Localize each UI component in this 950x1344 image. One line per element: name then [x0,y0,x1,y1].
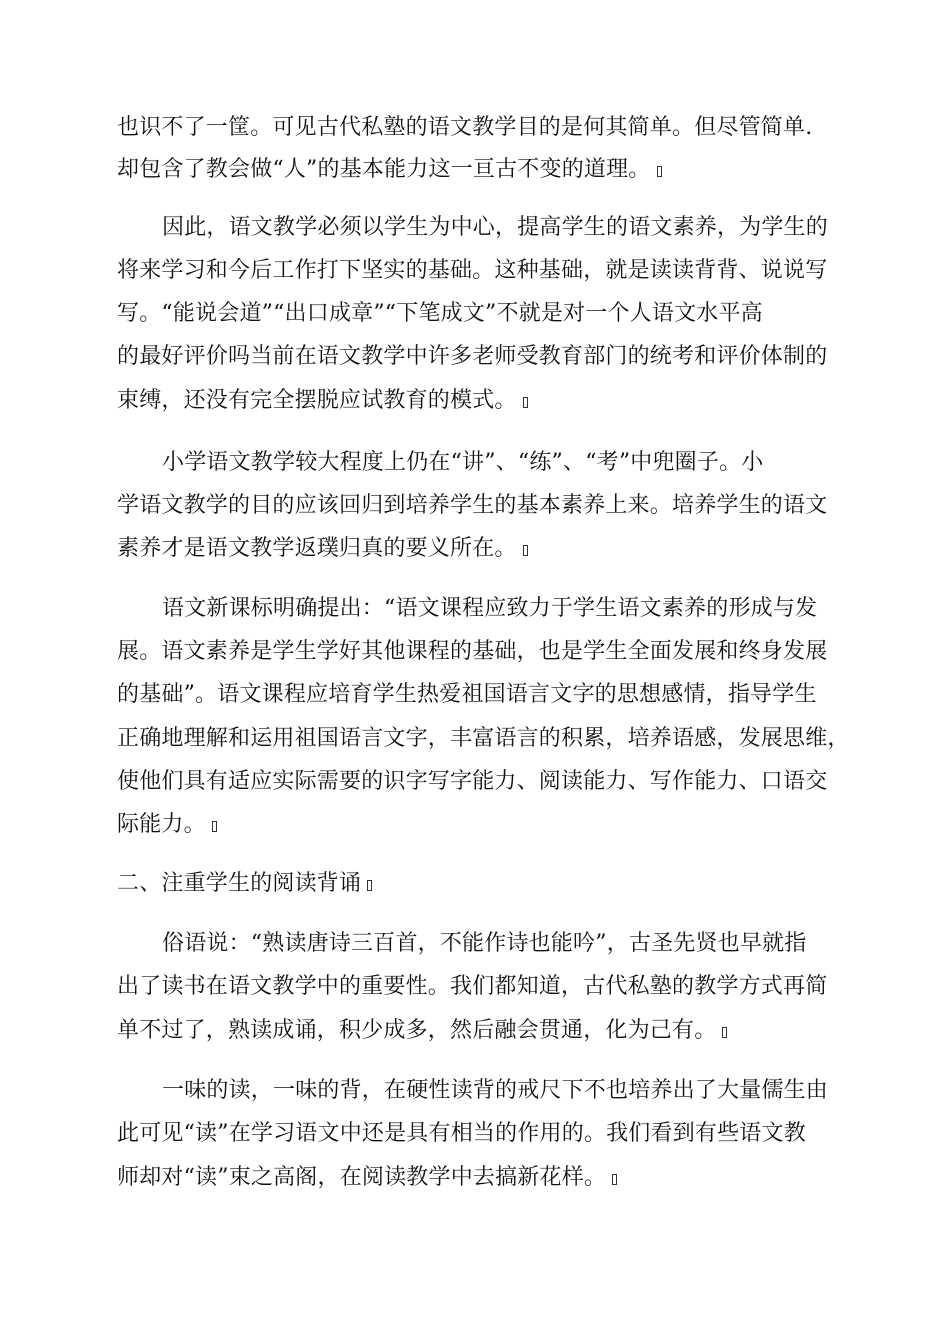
text-line: 出了读书在语文教学中的重要性。我们都知道，古代私塾的教学方式再简 [117,974,828,999]
paragraph-mark-icon [367,880,372,891]
text-line: 将来学习和今后工作打下坚实的基础。这种基础，就是读读背背、说说写 [117,258,828,283]
paragraph-mark-icon [212,821,217,832]
text-line [117,810,217,840]
paragraph-mark-icon [523,545,528,556]
text-line: 的最好评价吗当前在语文教学中许多老师受教育部门的统考和评价体制的 [117,344,828,369]
paragraph-mark-icon [523,397,528,408]
text-line [117,1163,617,1193]
text-line: 也识不了一筐。可见古代私塾的语文教学目的是何其简单。但尽管简单. [117,115,813,140]
text-line: 展。语文素养是学生学好其他课程的基础，也是学生全面发展和终身发展 [117,639,828,664]
text-line-content: 束缚，还没有完全摆脱应试教育的模式。 [117,388,517,413]
text-line: 此可见“读”在学习语文中还是具有相当的作用的。我们看到有些语文教 [117,1121,806,1146]
text-line [117,155,662,185]
text-line: 的基础”。语文课程应培育学生热爱祖国语言文字的思想感情，指导学生 [117,682,817,707]
text-line: 俗语说：“熟读唐诗三百首，不能作诗也能吟”，古圣先贤也早就指 [162,931,807,956]
paragraph-mark-icon [722,1027,727,1038]
text-line: 使他们具有适应实际需要的识字写字能力、阅读能力、写作能力、口语交 [117,769,828,794]
text-line: 小学语文教学较大程度上仍在“讲”、“练”、“考”中兜圈子。小 [162,450,764,475]
text-line [117,1016,727,1046]
text-line: 因此，语文教学必须以学生为中心，提高学生的语文素养，为学生的 [162,215,829,240]
text-line: 正确地理解和运用祖国语言文字，丰富语言的积累，培养语感，发展思维， [117,726,850,751]
section-heading [117,869,372,899]
text-line [117,534,528,564]
text-line-content: 师却对“读”束之高阁，在阅读教学中去搞新花样。 [117,1165,607,1190]
text-line-content: 素养才是语文教学返璞归真的要义所在。 [117,536,517,561]
section-heading-text: 二、注重学生的阅读背诵 [117,871,362,896]
text-line: 写。“能说会道”“出口成章”“下笔成文”不就是对一个人语文水平高 [117,301,763,326]
text-line: 一味的读，一味的背，在硬性读背的戒尺下不也培养出了大量儒生由 [162,1078,829,1103]
paragraph-mark-icon [657,166,662,177]
text-line [117,386,528,416]
text-line-content: 却包含了教会做“人”的基本能力这一亘古不变的道理。 [117,157,651,182]
text-line: 语文新课标明确提出：“语文课程应致力于学生语文素养的形成与发 [162,596,818,621]
text-line-content: 际能力。 [117,812,206,837]
text-line-content: 单不过了，熟读成诵，积少成多，然后融会贯通，化为己有。 [117,1018,717,1043]
text-line: 学语文教学的目的应该回归到培养学生的基本素养上来。培养学生的语文 [117,493,828,518]
paragraph-mark-icon [612,1174,617,1185]
